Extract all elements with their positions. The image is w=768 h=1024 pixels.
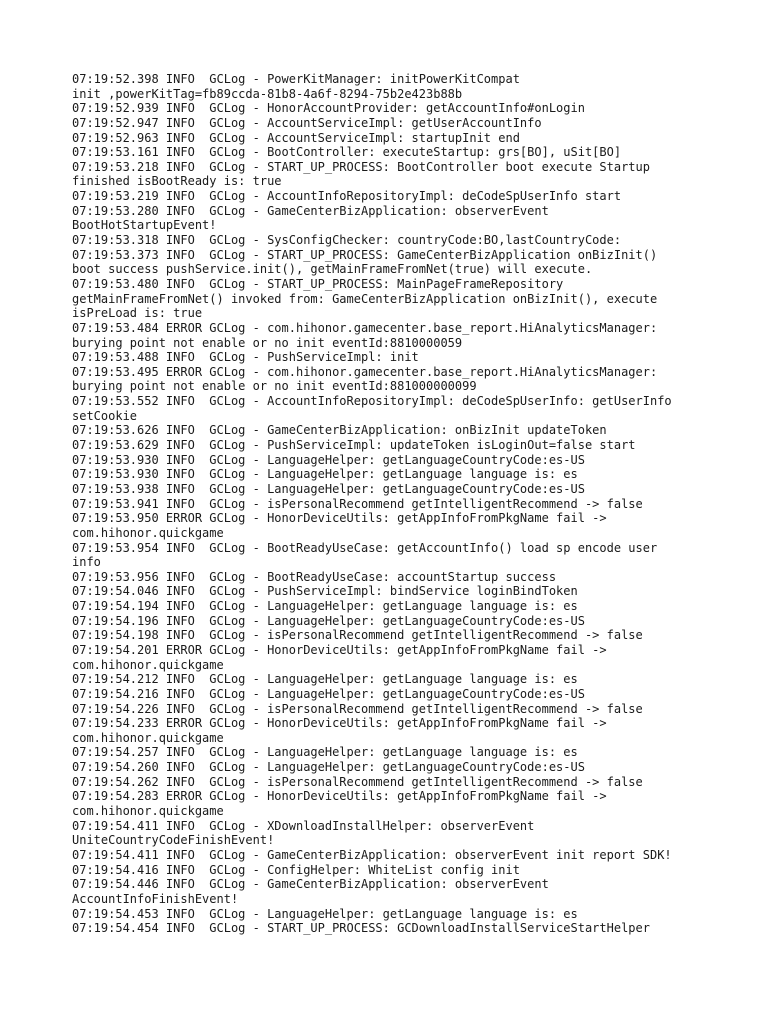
log-line: 07:19:54.446 INFO GCLog - GameCenterBizApplication: observerEvent xyxy=(72,877,549,892)
log-line: 07:19:53.941 INFO GCLog - isPersonalRecommend getIntelligentRecommend -> false xyxy=(72,496,643,511)
log-line: 07:19:52.947 INFO GCLog - AccountServiceImpl: getUserAccountInfo xyxy=(72,115,542,130)
log-line: 07:19:54.196 INFO GCLog - LanguageHelper: getLanguageCountryCode:es-US xyxy=(72,613,585,628)
log-line: com.hihonor.quickgame xyxy=(72,730,224,745)
log-line: 07:19:53.488 INFO GCLog - PushServiceImpl: init xyxy=(72,350,419,365)
log-line: com.hihonor.quickgame xyxy=(72,804,224,819)
log-document xyxy=(72,72,712,950)
log-line: burying point not enable or no init eventId:881000000099 xyxy=(72,379,477,394)
log-line: 07:19:53.480 INFO GCLog - START_UP_PROCESS: MainPageFrameRepository xyxy=(72,276,564,291)
log-line: com.hihonor.quickgame xyxy=(72,657,224,672)
log-line: getMainFrameFromNet() invoked from: GameCenterBizApplication onBizInit(), execute xyxy=(72,291,658,306)
log-line: BootHotStartupEvent! xyxy=(72,218,217,233)
log-line: 07:19:53.552 INFO GCLog - AccountInfoRepositoryImpl: deCodeSpUserInfo: getUserInfo xyxy=(72,394,672,409)
log-line: 07:19:54.411 INFO GCLog - XDownloadInstallHelper: observerEvent xyxy=(72,818,535,833)
log-line: 07:19:52.963 INFO GCLog - AccountServiceImpl: startupInit end xyxy=(72,130,520,145)
log-line: 07:19:54.046 INFO GCLog - PushServiceImpl: bindService loginBindToken xyxy=(72,584,578,599)
log-line: com.hihonor.quickgame xyxy=(72,525,224,540)
log-line: 07:19:54.260 INFO GCLog - LanguageHelper: getLanguageCountryCode:es-US xyxy=(72,760,585,775)
log-line: burying point not enable or no init eventId:8810000059 xyxy=(72,335,463,350)
log-line: 07:19:53.629 INFO GCLog - PushServiceImpl: updateToken isLoginOut=false start xyxy=(72,438,636,453)
log-line: 07:19:53.930 INFO GCLog - LanguageHelper: getLanguage language is: es xyxy=(72,467,578,482)
log-line: 07:19:53.280 INFO GCLog - GameCenterBizApplication: observerEvent xyxy=(72,203,549,218)
log-line: 07:19:54.454 INFO GCLog - START_UP_PROCESS: GCDownloadInstallServiceStartHelper xyxy=(72,921,650,936)
log-line: 07:19:54.233 ERROR GCLog - HonorDeviceUtils: getAppInfoFromPkgName fail -> xyxy=(72,716,607,731)
log-line: 07:19:54.212 INFO GCLog - LanguageHelper: getLanguage language is: es xyxy=(72,672,578,687)
log-line: finished isBootReady is: true xyxy=(72,174,282,189)
log-line: boot success pushService.init(), getMainFrameFromNet(true) will execute. xyxy=(72,262,593,277)
log-line: 07:19:53.373 INFO GCLog - START_UP_PROCESS: GameCenterBizApplication onBizInit() xyxy=(72,247,658,262)
log-line: 07:19:53.219 INFO GCLog - AccountInfoRepositoryImpl: deCodeSpUserInfo start xyxy=(72,189,622,204)
log-line: 07:19:53.218 INFO GCLog - START_UP_PROCESS: BootController boot execute Startup xyxy=(72,159,650,174)
log-line: 07:19:52.398 INFO GCLog - PowerKitManager: initPowerKitCompat xyxy=(72,72,520,86)
log-line: 07:19:54.411 INFO GCLog - GameCenterBizApplication: observerEvent init report SDK! xyxy=(72,847,672,862)
log-line: 07:19:54.216 INFO GCLog - LanguageHelper: getLanguageCountryCode:es-US xyxy=(72,686,585,701)
log-line: 07:19:53.161 INFO GCLog - BootController: executeStartup: grs[BO], uSit[BO] xyxy=(72,145,622,160)
log-line: 07:19:53.626 INFO GCLog - GameCenterBizApplication: onBizInit updateToken xyxy=(72,423,607,438)
log-line: setCookie xyxy=(72,408,138,423)
log-line: init ,powerKitTag=fb89ccda-81b8-4a6f-8294-75b2e423b88b xyxy=(72,86,463,101)
log-line: UniteCountryCodeFinishEvent! xyxy=(72,833,275,848)
log-line: 07:19:54.257 INFO GCLog - LanguageHelper: getLanguage language is: es xyxy=(72,745,578,760)
log-line: isPreLoad is: true xyxy=(72,306,203,321)
log-line: 07:19:54.226 INFO GCLog - isPersonalRecommend getIntelligentRecommend -> false xyxy=(72,701,643,716)
log-line xyxy=(72,936,712,951)
log-line: 07:19:54.198 INFO GCLog - isPersonalRecommend getIntelligentRecommend -> false xyxy=(72,628,643,643)
log-line: 07:19:53.954 INFO GCLog - BootReadyUseCase: getAccountInfo() load sp encode user xyxy=(72,540,658,555)
log-line: 07:19:54.201 ERROR GCLog - HonorDeviceUtils: getAppInfoFromPkgName fail -> xyxy=(72,642,607,657)
log-line: 07:19:53.938 INFO GCLog - LanguageHelper: getLanguageCountryCode:es-US xyxy=(72,481,585,496)
log-line: AccountInfoFinishEvent! xyxy=(72,891,239,906)
log-line: 07:19:53.956 INFO GCLog - BootReadyUseCase: accountStartup success xyxy=(72,569,557,584)
log-line: 07:19:54.194 INFO GCLog - LanguageHelper: getLanguage language is: es xyxy=(72,599,578,614)
log-line: 07:19:54.283 ERROR GCLog - HonorDeviceUtils: getAppInfoFromPkgName fail -> xyxy=(72,789,607,804)
log-line: 07:19:54.416 INFO GCLog - ConfigHelper: WhiteList config init xyxy=(72,862,520,877)
log-line: 07:19:52.939 INFO GCLog - HonorAccountProvider: getAccountInfo#onLogin xyxy=(72,101,585,116)
log-line: 07:19:53.318 INFO GCLog - SysConfigChecker: countryCode:BO,lastCountryCode: xyxy=(72,233,622,248)
log-line: info xyxy=(72,555,101,570)
log-line: 07:19:54.453 INFO GCLog - LanguageHelper: getLanguage language is: es xyxy=(72,906,578,921)
log-line: 07:19:54.262 INFO GCLog - isPersonalRecommend getIntelligentRecommend -> false xyxy=(72,774,643,789)
log-line: 07:19:53.495 ERROR GCLog - com.hihonor.gamecenter.base_report.HiAnalyticsManager: xyxy=(72,364,658,379)
log-line: 07:19:53.950 ERROR GCLog - HonorDeviceUtils: getAppInfoFromPkgName fail -> xyxy=(72,511,607,526)
log-line: 07:19:53.930 INFO GCLog - LanguageHelper: getLanguageCountryCode:es-US xyxy=(72,452,585,467)
log-line: 07:19:53.484 ERROR GCLog - com.hihonor.gamecenter.base_report.HiAnalyticsManager: xyxy=(72,320,658,335)
